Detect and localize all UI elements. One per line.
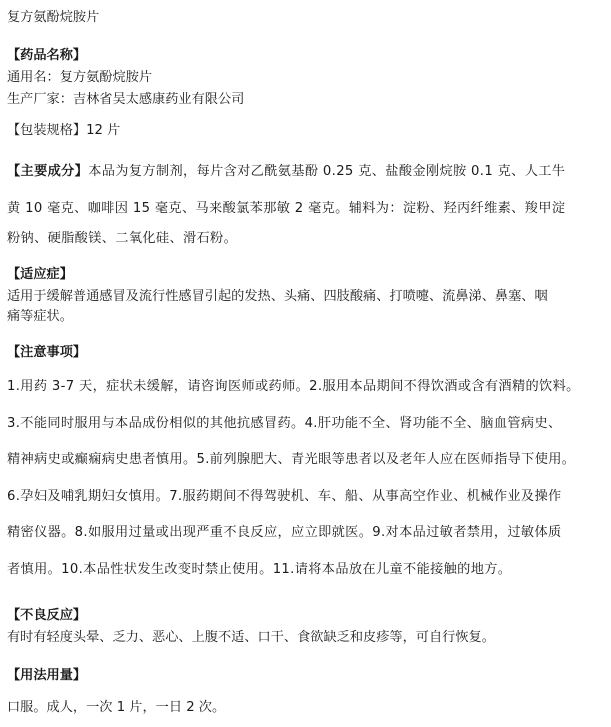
- precautions-line: 精密仪器。8.如服用过量或出现严重不良反应，应立即就医。9.对本品过敏者禁用，过敏体质: [7, 525, 562, 540]
- ingredients-line: 黄 10 毫克、咖啡因 15 毫克、马来酸氯苯那敏 2 毫克。辅料为：淀粉、羟丙纤维素、羧甲淀: [7, 201, 566, 216]
- precautions-line: 6.孕妇及哺乳期妇女慎用。7.服药期间不得驾驶机、车、船、从事高空作业、机械作业及操作: [7, 489, 562, 504]
- common-name: 通用名：复方氨酚烷胺片: [7, 70, 153, 85]
- adverse-text: 有时有轻度头晕、乏力、恶心、上腹不适、口干、食欲缺乏和皮疹等，可自行恢复。: [7, 630, 495, 645]
- document-title: 复方氨酚烷胺片: [7, 10, 100, 25]
- ingredients-header: 【主要成分】: [7, 164, 89, 179]
- dosage-header: 【用法用量】: [7, 668, 87, 683]
- dosage-text: 口服。成人，一次 1 片，一日 2 次。: [7, 700, 226, 715]
- package-row: [7, 119, 120, 138]
- precautions-line: 3.不能同时服用与本品成份相似的其他抗感冒药。4.肝功能不全、肾功能不全、脑血管病史、: [7, 416, 562, 431]
- package-header: 【包装规格】: [7, 123, 87, 138]
- precautions-line: 1.用药 3-7 天，症状未缓解，请咨询医师或药师。2.服用本品期间不得饮酒或含有酒精的饮料。: [7, 379, 580, 394]
- adverse-header: 【不良反应】: [7, 608, 87, 623]
- ingredients-line: 粉钠、硬脂酸镁、二氧化硅、滑石粉。: [7, 231, 238, 246]
- indications-line: 适用于缓解普通感冒及流行性感冒引起的发热、头痛、四肢酸痛、打喷嚏、流鼻涕、鼻塞、咽: [7, 289, 548, 304]
- package-value: 12 片: [86, 123, 121, 138]
- drug-name-header: 【药品名称】: [7, 48, 87, 63]
- manufacturer: 生产厂家：吉林省吴太感康药业有限公司: [7, 92, 245, 107]
- indications-line: 痛等症状。: [7, 309, 73, 324]
- precautions-line: 精神病史或癫痫病史患者慎用。5.前列腺肥大、青光眼等患者以及老年人应在医师指导下使用。: [7, 452, 576, 467]
- ingredients-line: 本品为复方制剂，每片含对乙酰氨基酚 0.25 克、盐酸金刚烷胺 0.1 克、人工牛: [88, 164, 566, 179]
- precautions-line: 者慎用。10.本品性状发生改变时禁止使用。11.请将本品放在儿童不能接触的地方。: [7, 562, 512, 577]
- precautions-header: 【注意事项】: [7, 345, 87, 360]
- indications-header: 【适应症】: [7, 267, 73, 282]
- ingredients-row: [7, 160, 565, 179]
